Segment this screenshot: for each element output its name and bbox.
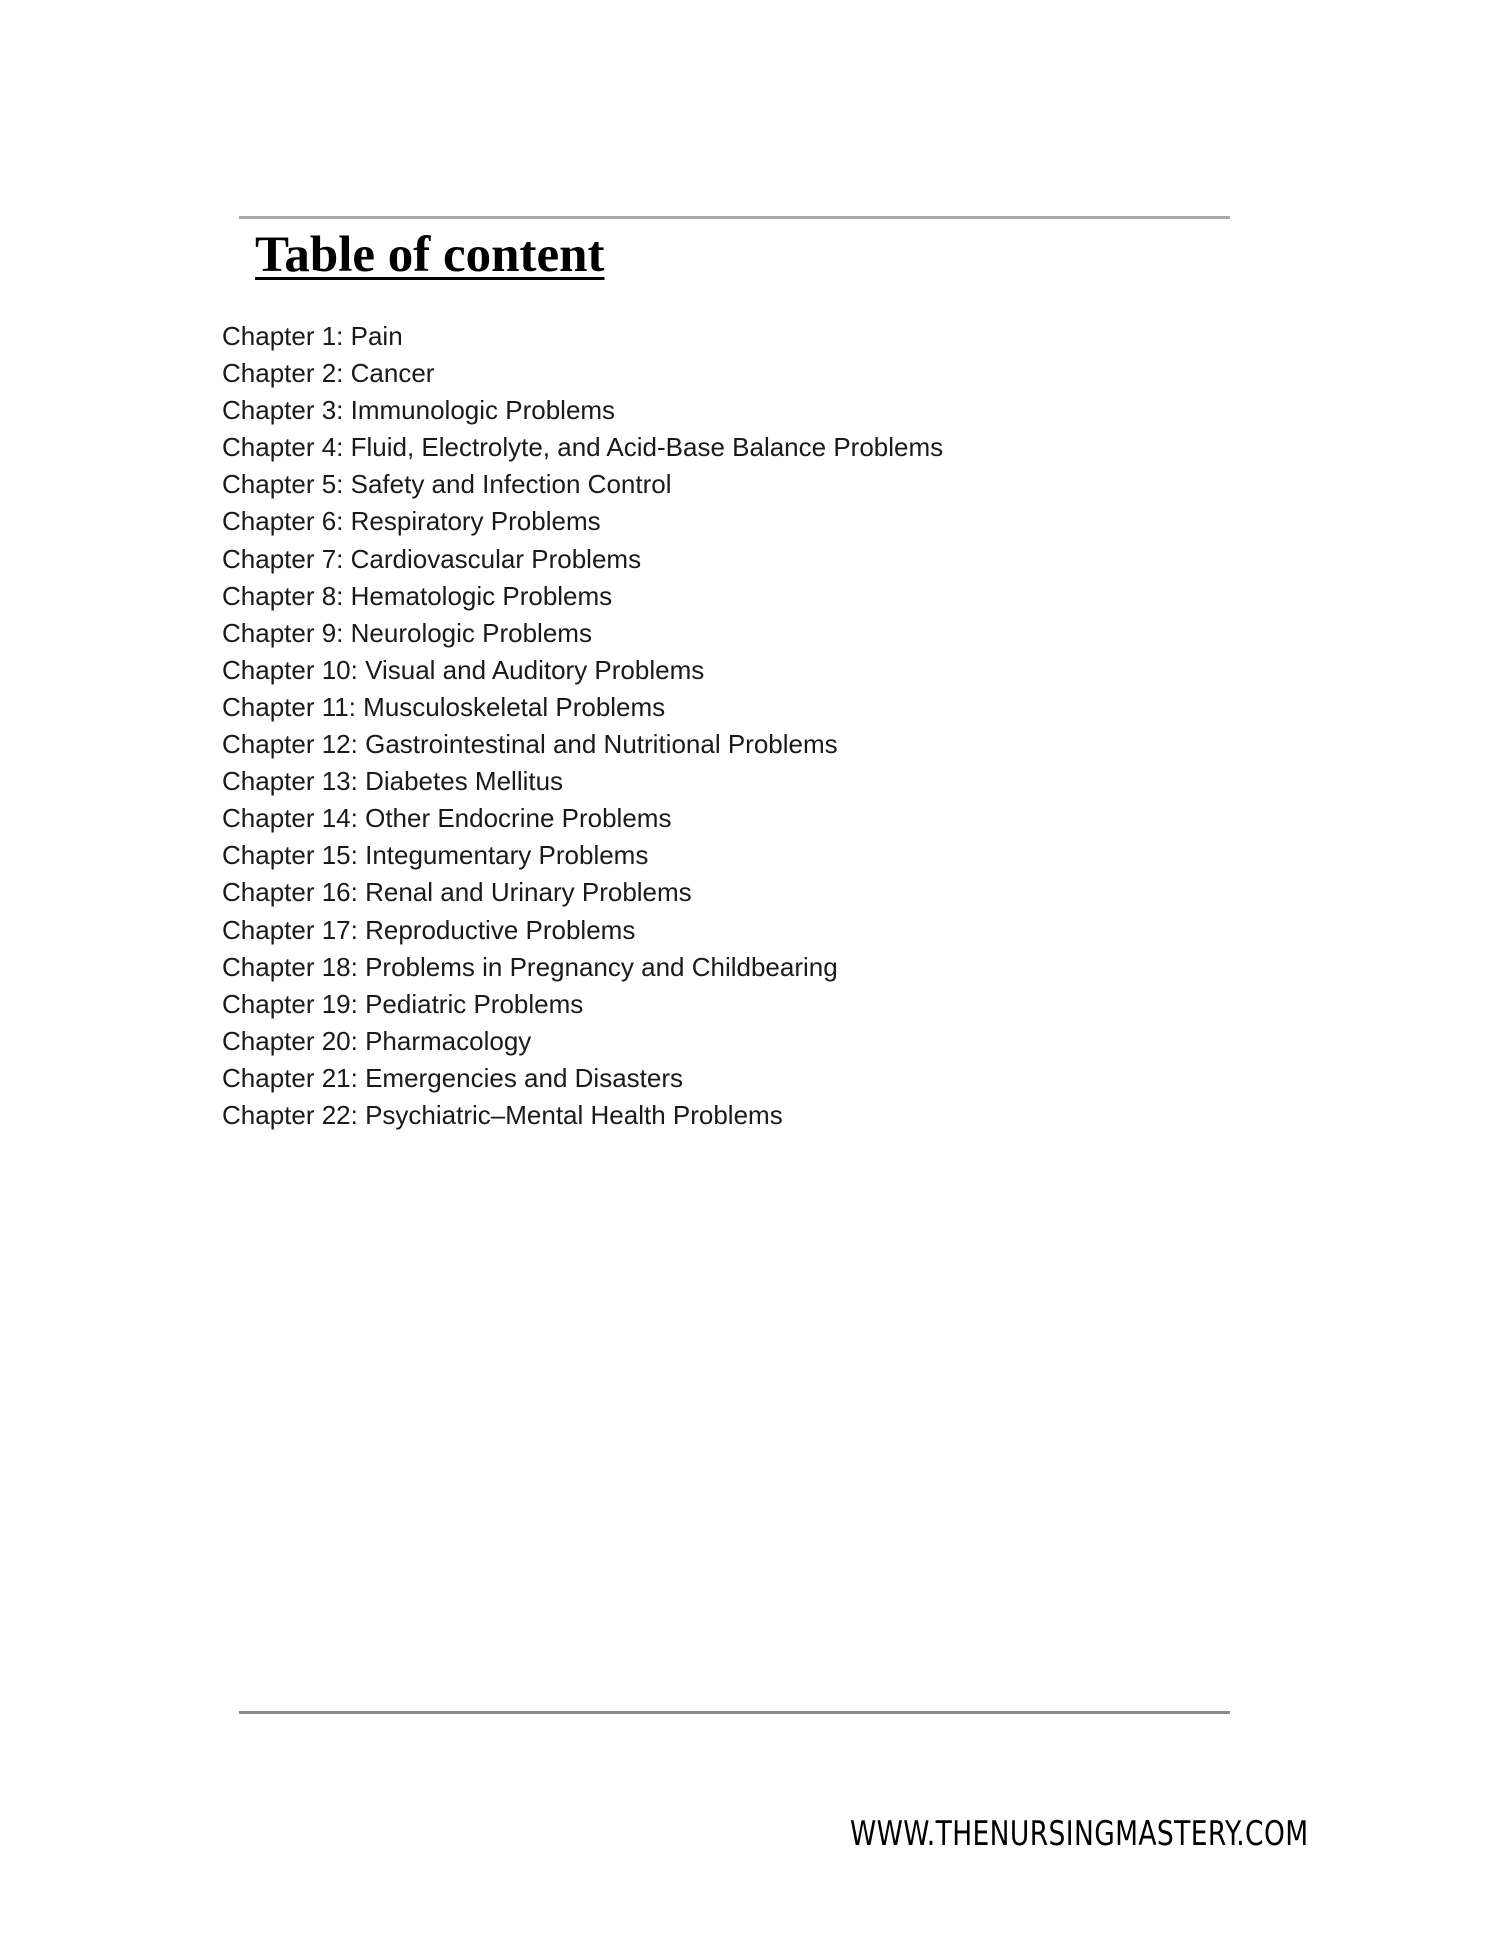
toc-entry: Chapter 8: Hematologic Problems [222, 580, 613, 611]
header-rule [239, 216, 1230, 219]
toc-entry: Chapter 12: Gastrointestinal and Nutritional Problems [222, 729, 838, 760]
toc-entry: Chapter 13: Diabetes Mellitus [222, 766, 564, 797]
toc-entry: Chapter 19: Pediatric Problems [222, 988, 584, 1019]
toc-entry: Chapter 15: Integumentary Problems [222, 840, 649, 871]
toc-entry: Chapter 17: Reproductive Problems [222, 914, 636, 945]
toc-entry: Chapter 10: Visual and Auditory Problems [222, 654, 705, 685]
toc-entry: Chapter 1: Pain [222, 321, 403, 351]
website-watermark: WWW.THENURSINGMASTERY.COM [850, 1814, 1309, 1854]
footer-rule [239, 1711, 1230, 1714]
toc-entry: Chapter 18: Problems in Pregnancy and Childbearing [222, 951, 838, 982]
toc-entry: Chapter 2: Cancer [222, 358, 435, 389]
toc-entry: Chapter 5: Safety and Infection Control [222, 469, 672, 500]
page-title: Table of content [255, 227, 605, 283]
toc-entry: Chapter 16: Renal and Urinary Problems [222, 877, 692, 908]
toc-entry: Chapter 6: Respiratory Problems [222, 506, 601, 537]
table-of-contents [222, 318, 943, 1134]
toc-entry: Chapter 11: Musculoskeletal Problems [222, 691, 666, 722]
toc-entry: Chapter 7: Cardiovascular Problems [222, 543, 642, 574]
toc-entry: Chapter 22: Psychiatric–Mental Health Problems [222, 1099, 783, 1130]
toc-entry: Chapter 4: Fluid, Electrolyte, and Acid-Base Balance Problems [222, 432, 944, 463]
toc-entry: Chapter 3: Immunologic Problems [222, 395, 616, 426]
toc-entry: Chapter 9: Neurologic Problems [222, 617, 592, 648]
toc-entry: Chapter 21: Emergencies and Disasters [222, 1062, 684, 1093]
toc-entry: Chapter 20: Pharmacology [222, 1025, 532, 1056]
toc-entry: Chapter 14: Other Endocrine Problems [222, 803, 672, 834]
